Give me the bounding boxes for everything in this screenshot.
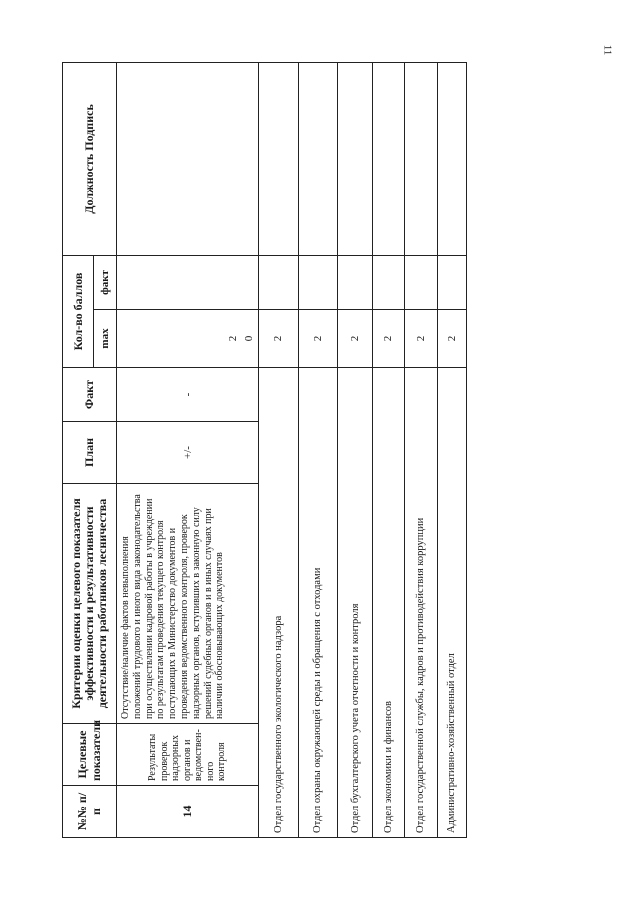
department-signature [404, 62, 437, 255]
header-signature: Должность Подпись [63, 62, 117, 255]
table-row [259, 62, 299, 837]
rotated-table-container [62, 63, 467, 838]
header-num: №№ п/п [63, 786, 117, 838]
fact-value: - [117, 368, 259, 422]
table-row [117, 62, 242, 837]
points-max-2: 0 [241, 310, 258, 368]
department-fact [338, 255, 373, 309]
table-row [404, 62, 437, 837]
header-points-fact: факт [94, 255, 117, 309]
department-fact [259, 255, 299, 309]
table-row [338, 62, 373, 837]
department-signature [259, 62, 299, 255]
criteria-table [62, 62, 467, 838]
header-fact: Факт [63, 368, 117, 422]
department-max: 2 [437, 310, 466, 368]
header-criteria: Критерии оценки целевого показателя эффективности и результативности деятельности работников лесничества [63, 484, 117, 724]
criteria-text: Отсутствие/наличие фактов невыполнения положений трудового и иного вида законодательства при осуществлении кадровой работы в учреждении по результатам проведения текущего контроля поступающих в Министерство документов и проведения ведомственного контроля, проверок надзорных органов, вступивших в законную силу решений судебных органов и в иных случаях при наличии обосновывающих документов [117, 484, 259, 724]
department-max: 2 [298, 310, 338, 368]
department-name: Отдел охраны окружающей среды и обращения с отходами [298, 368, 338, 838]
department-signature [373, 62, 404, 255]
header-target: Целевые показатели [63, 724, 117, 786]
department-name: Административно-хозяйственный отдел [437, 368, 466, 838]
header-points-max: max [94, 310, 117, 368]
department-fact [437, 255, 466, 309]
header-points: Кол-во баллов [63, 255, 94, 367]
points-max-1: 2 [117, 310, 242, 368]
page-number: 11 [601, 44, 614, 56]
department-max: 2 [338, 310, 373, 368]
table-row [373, 62, 404, 837]
department-signature [338, 62, 373, 255]
department-max: 2 [404, 310, 437, 368]
department-signature [437, 62, 466, 255]
table-row [298, 62, 338, 837]
target-indicator: Результаты проверок надзорных органов и ведомствен-ного контроля [117, 724, 259, 786]
signature-cell [117, 62, 259, 255]
department-name: Отдел государственного экологического надзора [259, 368, 299, 838]
department-fact [298, 255, 338, 309]
plan-value: +/- [117, 422, 259, 484]
points-fact-cell [117, 255, 259, 309]
header-plan: План [63, 422, 117, 484]
row-number: 14 [117, 786, 259, 838]
department-name: Отдел бухгалтерского учета отчетности и контроля [338, 368, 373, 838]
department-max: 2 [373, 310, 404, 368]
department-name: Отдел государственной службы, кадров и противодействия коррупции [404, 368, 437, 838]
department-signature [298, 62, 338, 255]
department-fact [404, 255, 437, 309]
table-row [437, 62, 466, 837]
department-name: Отдел экономики и финансов [373, 368, 404, 838]
department-fact [373, 255, 404, 309]
department-max: 2 [259, 310, 299, 368]
